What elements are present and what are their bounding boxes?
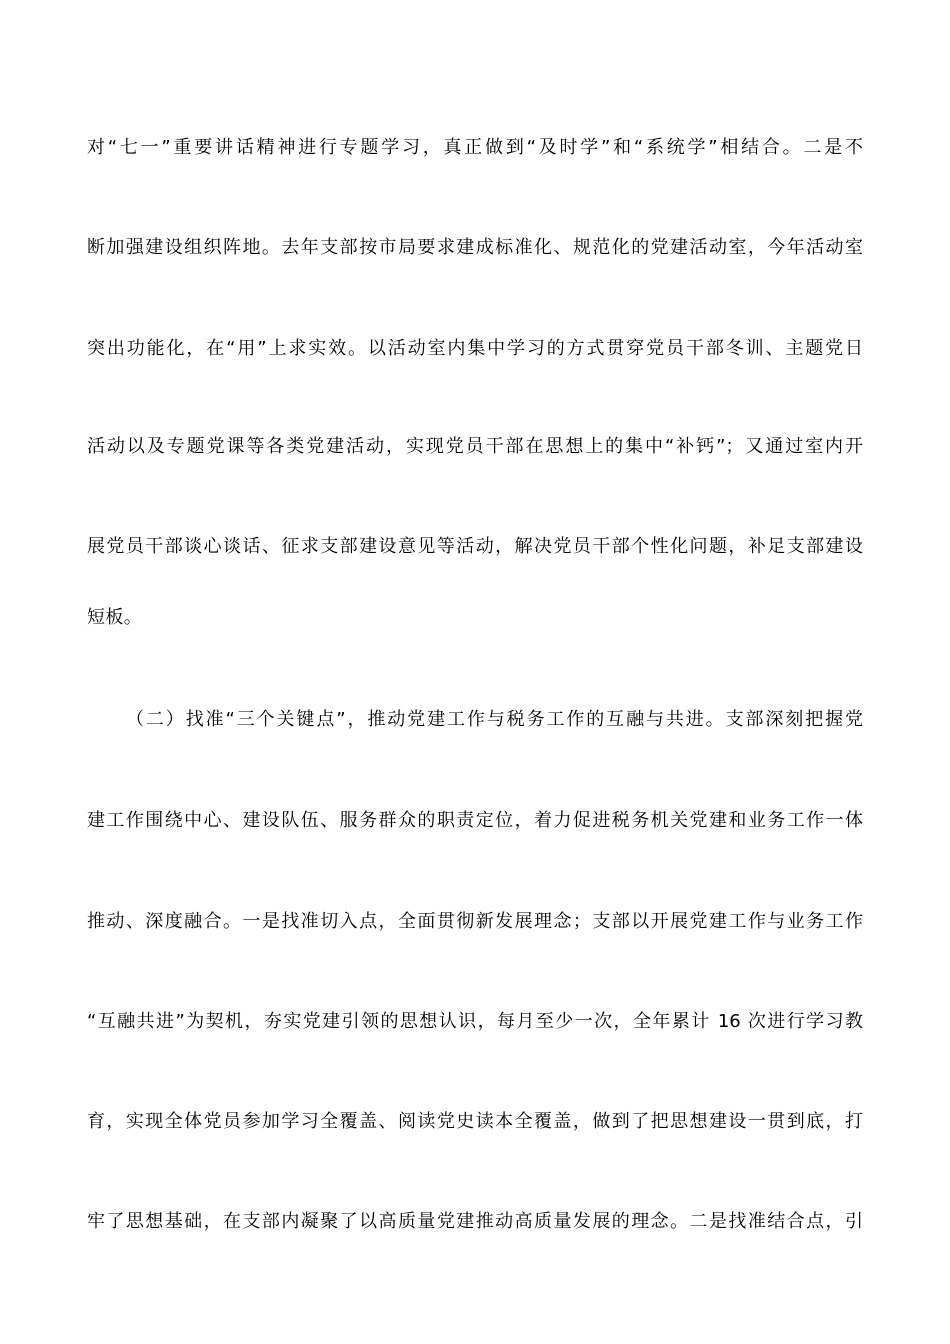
paragraph-line-10: “互融共进”为契机，夯实党建引领的思想认识，每月至少一次，全年累计 16 次进行学习教 [87,1011,863,1032]
section-heading-line: （二）找准“三个关键点”，推动党建工作与税务工作的互融与共进。支部深刻把握党 [126,709,863,730]
paragraph-line-12: 牢了思想基础，在支部内凝聚了以高质量党建推动高质量发展的理念。二是找准结合点，引 [87,1211,863,1232]
paragraph-line-9: 推动、深度融合。一是找准切入点，全面贯彻新发展理念；支部以开展党建工作与业务工作 [87,911,863,932]
paragraph-line-3: 突出功能化，在“用”上求实效。以活动室内集中学习的方式贯穿党员干部冬训、主题党日 [87,338,863,359]
paragraph-line-4: 活动以及专题党课等各类党建活动，实现党员干部在思想上的集中“补钙”；又通过室内开 [87,436,863,457]
paragraph-line-6: 短板。 [87,607,143,628]
paragraph-line-8: 建工作围绕中心、建设队伍、服务群众的职责定位，着力促进税务机关党建和业务工作一体 [87,810,863,831]
paragraph-line-5: 展党员干部谈心谈话、征求支部建设意见等活动，解决党员干部个性化问题，补足支部建设 [87,536,863,557]
paragraph-line-2: 断加强建设组织阵地。去年支部按市局要求建成标准化、规范化的党建活动室，今年活动室 [87,237,863,258]
paragraph-line-11: 育，实现全体党员参加学习全覆盖、阅读党史读本全覆盖，做到了把思想建设一贯到底，打 [87,1111,863,1132]
paragraph-line-1: 对“七一”重要讲话精神进行专题学习，真正做到“及时学”和“系统学”相结合。二是不 [87,137,863,158]
